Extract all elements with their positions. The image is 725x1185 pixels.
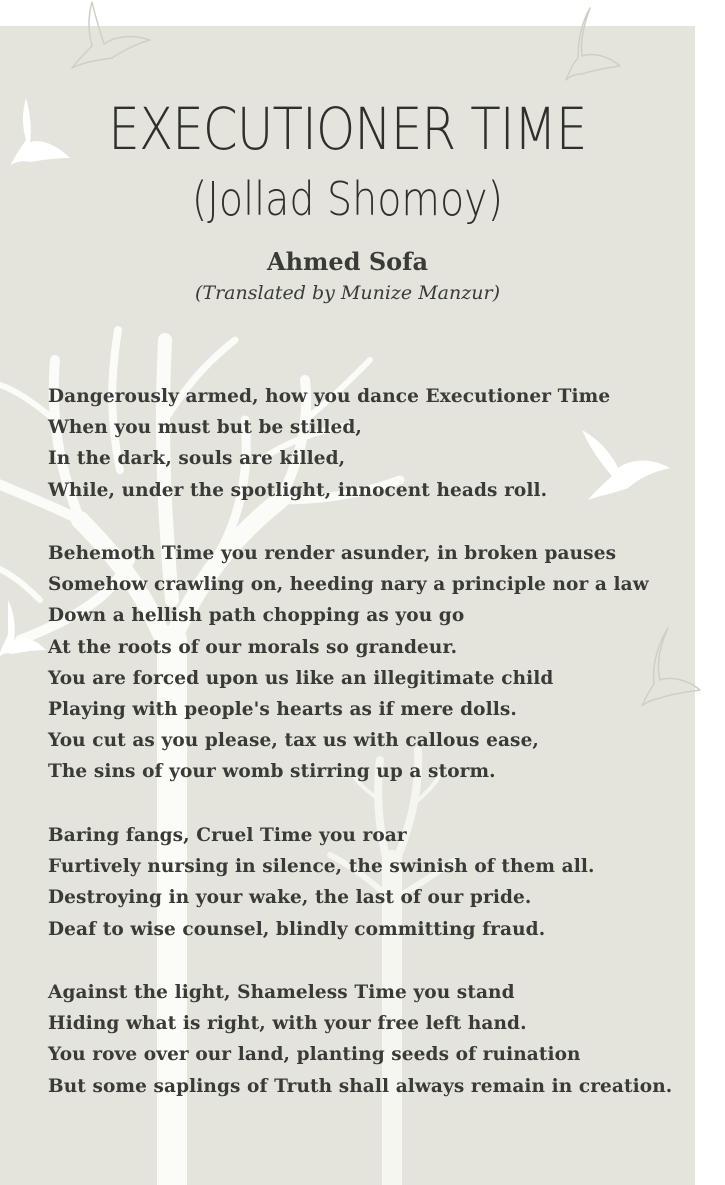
poem-subtitle: (Jollad Shomoy): [191, 172, 504, 226]
stanza: [48, 538, 649, 788]
poem-line: Playing with people's hearts as if mere dolls.: [48, 698, 517, 720]
stanza: [48, 381, 610, 506]
poem-line: Baring fangs, Cruel Time you roar: [48, 825, 407, 846]
poem-line: Somehow crawling on, heeding nary a principle nor a law: [48, 574, 649, 596]
poem-line: Furtively nursing in silence, the swinish of them all.: [48, 856, 595, 878]
poem-line: In the dark, souls are killed,: [48, 448, 346, 470]
poem-line: While, under the spotlight, innocent heads roll.: [48, 479, 548, 501]
poem-line: Hiding what is right, with your free left hand.: [48, 1013, 527, 1035]
poem-line: At the roots of our morals so grandeur.: [48, 636, 458, 658]
poem-line: Behemoth Time you render asunder, in broken pauses: [48, 543, 617, 564]
tree-silhouette-right: [330, 750, 455, 1185]
poem-line: Against the light, Shameless Time you stand: [48, 982, 515, 1003]
poem-line: You are forced upon us like an illegitimate child: [48, 667, 554, 689]
poem-line: But some saplings of Truth shall always remain in creation.: [48, 1075, 673, 1097]
poem-title: EXECUTIONER TIME: [108, 95, 587, 163]
stanza: [48, 820, 595, 945]
translator-credit: (Translated by Munize Manzur): [195, 282, 500, 304]
poem-line: The sins of your womb stirring up a storm.: [48, 761, 496, 783]
poem-line: Destroying in your wake, the last of our pride.: [48, 887, 532, 909]
stanza: [48, 977, 672, 1102]
author-name: Ahmed Sofa: [266, 247, 429, 276]
poem-line: When you must but be stilled,: [48, 417, 362, 439]
poem-line: Deaf to wise counsel, blindly committing fraud.: [48, 918, 546, 940]
poem-line: Dangerously armed, how you dance Executioner Time: [48, 386, 611, 407]
poem-line: You cut as you please, tax us with callous ease,: [48, 730, 539, 752]
poem-line: You rove over our land, planting seeds of ruination: [48, 1044, 581, 1066]
poem-line: Down a hellish path chopping as you go: [48, 605, 465, 627]
